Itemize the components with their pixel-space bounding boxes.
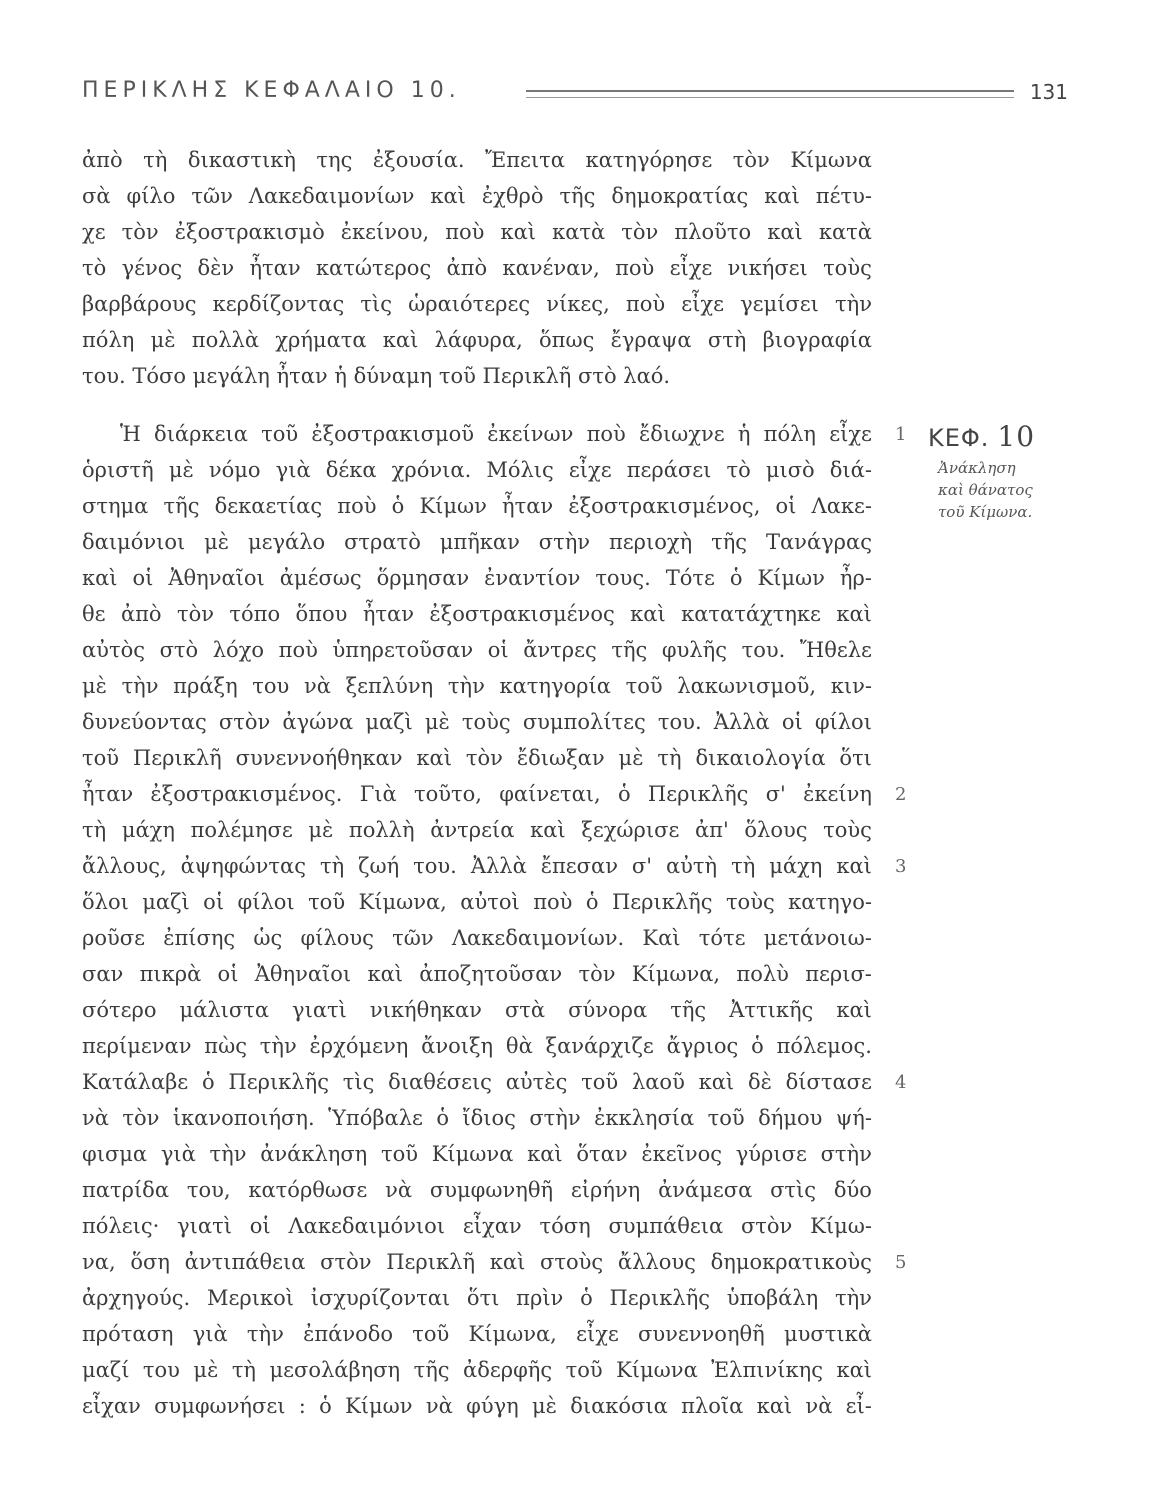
paragraph-marker: 1 — [895, 424, 907, 445]
text-line: ἀπὸ τὴ δικαστικὴ της ἐξουσία. Ἔπειτα κατηγόρησε τὸν Κίμωνα — [82, 148, 872, 172]
text-line: περίμεναν πὼς τὴν ἐρχόμενη ἄνοιξη θὰ ξανάρχιζε ἄγριος ὁ πόλεμος. — [82, 1034, 872, 1058]
text-line: ροῦσε ἐπίσης ὡς φίλους τῶν Λακεδαιμονίων. Καὶ τότε μετάνοιω- — [82, 926, 872, 950]
text-line: αὐτὸς στὸ λόχο ποὺ ὑπηρετοῦσαν οἱ ἄντρες τῆς φυλῆς του. Ἤθελε — [82, 638, 872, 662]
text-line: μὲ τὴν πράξη του νὰ ξεπλύνη τὴν κατηγορία τοῦ λακωνισμοῦ, κιν- — [82, 674, 872, 698]
text-line: ὅλοι μαζὶ οἱ φίλοι τοῦ Κίμωνα, αὐτοὶ ποὺ ὁ Περικλῆς τοὺς κατηγο- — [82, 890, 872, 914]
text-line: δαιμόνιοι μὲ μεγάλο στρατὸ μπῆκαν στὴν περιοχὴ τῆς Τανάγρας — [82, 530, 872, 554]
text-line: του. Τόσο μεγάλη ἦταν ἡ δύναμη τοῦ Περικλῆ στὸ λαό. — [82, 364, 671, 388]
sidenote-subtitle-line: τοῦ Κίμωνα. — [938, 503, 1033, 521]
text-line: ὁριστῆ μὲ νόμο γιὰ δέκα χρόνια. Μόλις εἶχε περάσει τὸ μισὸ διά- — [82, 458, 872, 482]
chapter-heading — [928, 420, 1128, 453]
text-line: τοῦ Περικλῆ συνεννοήθηκαν καὶ τὸν ἔδιωξαν μὲ τὴ δικαιολογία ὅτι — [82, 746, 872, 770]
text-line: σαν πικρὰ οἱ Ἀθηναῖοι καὶ ἀποζητοῦσαν τὸν Κίμωνα, πολὺ περισ- — [82, 962, 872, 986]
text-line: πόλη μὲ πολλὰ χρήματα καὶ λάφυρα, ὅπως ἔγραψα στὴ βιογραφία — [82, 328, 872, 352]
header-rule — [526, 90, 1014, 98]
text-line: θε ἀπὸ τὸν τόπο ὅπου ἦταν ἐξοστρακισμένος καὶ κατατάχτηκε καὶ — [82, 602, 872, 626]
text-line: σότερο μάλιστα γιατὶ νικήθηκαν στὰ σύνορα τῆς Ἀττικῆς καὶ — [82, 998, 872, 1022]
paragraph-marker: 5 — [895, 1252, 907, 1273]
chapter-label: ΚΕΦ. — [928, 424, 990, 452]
text-line: στημα τῆς δεκαετίας ποὺ ὁ Κίμων ἦταν ἐξοστρακισμένος, οἱ Λακε- — [82, 494, 872, 518]
text-line: ἦταν ἐξοστρακισμένος. Γιὰ τοῦτο, φαίνεται, ὁ Περικλῆς σ' ἐκείνη — [82, 782, 872, 806]
text-line: τὴ μάχη πολέμησε μὲ πολλὴ ἀντρεία καὶ ξεχώρισε ἀπ' ὅλους τοὺς — [82, 818, 872, 842]
text-line: ἀρχηγούς. Μερικοὶ ἰσχυρίζονται ὅτι πρὶν ὁ Περικλῆς ὑποβάλη τὴν — [82, 1286, 872, 1310]
text-line: πόλεις· γιατὶ οἱ Λακεδαιμόνιοι εἶχαν τόση συμπάθεια στὸν Κίμω- — [82, 1214, 872, 1238]
text-line: δυνεύοντας στὸν ἀγώνα μαζὶ μὲ τοὺς συμπολίτες του. Ἀλλὰ οἱ φίλοι — [82, 710, 872, 734]
text-line: πατρίδα του, κατόρθωσε νὰ συμφωνηθῆ εἰρήνη ἀνάμεσα στὶς δύο — [82, 1178, 872, 1202]
text-line: να, ὅση ἀντιπάθεια στὸν Περικλῆ καὶ στοὺς ἄλλους δημοκρατικοὺς — [82, 1250, 872, 1274]
text-line: σὰ φίλο τῶν Λακεδαιμονίων καὶ ἐχθρὸ τῆς δημοκρατίας καὶ πέτυ- — [82, 184, 872, 208]
text-line: χε τὸν ἐξοστρακισμὸ ἐκείνου, ποὺ καὶ κατὰ τὸν πλοῦτο καὶ κατὰ — [82, 220, 872, 244]
text-line: ἄλλους, ἀψηφώντας τὴ ζωή του. Ἀλλὰ ἔπεσαν σ' αὐτὴ τὴ μάχη καὶ — [82, 854, 872, 878]
sidenote-subtitle-line: Ἀνάκληση — [938, 459, 1016, 477]
paragraph-marker: 4 — [895, 1072, 907, 1093]
text-line: Κατάλαβε ὁ Περικλῆς τὶς διαθέσεις αὐτὲς τοῦ λαοῦ καὶ δὲ δίστασε — [82, 1070, 872, 1094]
text-line: καὶ οἱ Ἀθηναῖοι ἀμέσως ὅρμησαν ἐναντίον τους. Τότε ὁ Κίμων ἦρ- — [82, 566, 872, 590]
paragraph-marker: 2 — [895, 784, 907, 805]
paragraph-marker: 3 — [895, 856, 907, 877]
chapter-number: 10 — [997, 420, 1036, 453]
running-title: ΠΕΡΙΚΛΗΣ ΚΕΦΑΛΑΙΟ 10. — [82, 78, 461, 103]
text-line: βαρβάρους κερδίζοντας τὶς ὡραιότερες νίκες, ποὺ εἶχε γεμίσει τὴν — [82, 292, 872, 316]
text-line: Ἡ διάρκεια τοῦ ἐξοστρακισμοῦ ἐκείνων ποὺ ἔδιωχνε ἡ πόλη εἶχε — [120, 422, 872, 446]
chapter-sidenote — [928, 420, 1128, 523]
text-line: νὰ τὸν ἱκανοποιήση. Ὑπόβαλε ὁ ἴδιος στὴν ἐκκλησία τοῦ δήμου ψή- — [82, 1106, 872, 1130]
text-line: εἶχαν συμφωνήσει : ὁ Κίμων νὰ φύγη μὲ διακόσια πλοῖα καὶ νὰ εἶ- — [82, 1394, 872, 1418]
paragraph-1 — [82, 142, 872, 394]
page-number: 131 — [1029, 80, 1068, 104]
text-line: πρόταση γιὰ τὴν ἐπάνοδο τοῦ Κίμωνα, εἶχε συνεννοηθῆ μυστικὰ — [82, 1322, 872, 1346]
page-header — [82, 78, 1082, 112]
text-line: φισμα γιὰ τὴν ἀνάκληση τοῦ Κίμωνα καὶ ὅταν ἐκεῖνος γύρισε στὴν — [82, 1142, 872, 1166]
text-line: τὸ γένος δὲν ἦταν κατώτερος ἀπὸ κανέναν, ποὺ εἶχε νικήσει τοὺς — [82, 256, 872, 280]
sidenote-subtitle-line: καὶ θάνατος — [938, 481, 1033, 499]
paragraph-2 — [82, 416, 872, 1424]
text-line: μαζί του μὲ τὴ μεσολάβηση τῆς ἀδερφῆς τοῦ Κίμωνα Ἐλπινίκης καὶ — [82, 1358, 872, 1382]
